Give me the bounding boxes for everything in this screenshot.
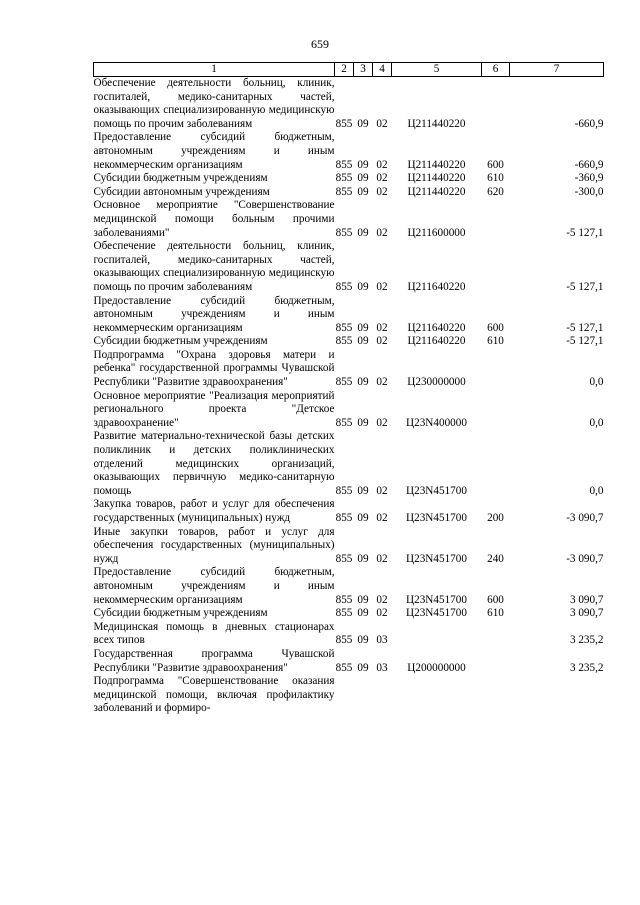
row-sum: 3 090,7	[569, 607, 604, 620]
row-name: Основное мероприятие "Реализация мероприятий регионального проекта "Детское здравоохранение"	[93, 389, 335, 429]
row-gr: 855	[335, 416, 353, 429]
row-vr	[482, 240, 510, 294]
page-number: 659	[311, 37, 329, 51]
table-row	[94, 295, 604, 336]
row-gr: 855	[335, 172, 353, 185]
row-rz: 09	[357, 172, 369, 185]
row-gr: 855	[335, 280, 353, 293]
row-name: Обеспечение деятельности больниц, клиник, госпиталей, медико-санитарных частей, оказывающих специализированную медицинскую помощь по прочим заболеваниям	[93, 240, 335, 293]
row-sum: -5 127,1	[566, 280, 604, 293]
row-rz: 09	[357, 416, 369, 429]
row-vr: 620	[487, 185, 504, 198]
row-rz: 09	[357, 158, 369, 171]
table-row	[94, 199, 604, 240]
row-pr: 02	[376, 185, 388, 198]
row-sum: -660,9	[574, 117, 604, 130]
row-rz: 09	[357, 607, 369, 620]
row-rz: 09	[357, 226, 369, 239]
table-row	[94, 349, 604, 390]
row-sum: -3 090,7	[566, 552, 604, 565]
row-sum: 0,0	[589, 484, 604, 497]
row-gr: 855	[335, 634, 353, 647]
row-gr: 855	[335, 484, 353, 497]
row-name: Подпрограмма "Совершенствование оказания медицинской помощи, включая профилактику заболеваний и формиро-	[93, 675, 335, 715]
row-sum: 3 235,2	[569, 661, 604, 674]
row-name: Субсидии бюджетным учреждениям	[93, 607, 268, 620]
row-csr: Ц23N451700	[406, 484, 467, 497]
row-sum: 0,0	[589, 416, 604, 429]
row-rz: 09	[357, 376, 369, 389]
row-rz: 09	[357, 280, 369, 293]
row-gr: 855	[335, 552, 353, 565]
row-name: Предоставление субсидий бюджетным, автономным учреждениям и иным некоммерческим организациям	[93, 294, 335, 334]
row-pr: 02	[376, 172, 388, 185]
row-csr: Ц23N451700	[406, 512, 467, 524]
row-pr: 02	[376, 552, 388, 565]
row-vr	[482, 675, 510, 716]
row-csr: Ц211640220	[407, 335, 466, 348]
row-vr: 200	[487, 512, 504, 524]
row-pr: 02	[376, 376, 388, 389]
table-row	[94, 186, 604, 200]
row-name: Иные закупки товаров, работ и услуг для обеспечения государственных (муниципальных) нужд	[93, 525, 335, 565]
row-gr: 855	[335, 117, 353, 130]
row-gr: 855	[335, 185, 353, 198]
row-csr: Ц23N451700	[406, 593, 467, 606]
row-rz: 09	[357, 661, 369, 674]
header-vr: 6	[482, 63, 510, 77]
row-gr: 855	[335, 226, 353, 239]
row-vr	[482, 648, 510, 675]
row-vr: 600	[487, 321, 504, 334]
row-vr: 610	[487, 607, 504, 620]
table-row	[94, 335, 604, 349]
row-sum: 3 235,2	[569, 634, 604, 647]
row-rz: 09	[357, 552, 369, 565]
row-csr: Ц211640220	[407, 280, 466, 293]
table-row	[94, 675, 604, 716]
row-sum: -300,0	[574, 185, 604, 198]
row-csr	[392, 621, 482, 648]
row-vr	[482, 77, 510, 132]
row-rz: 09	[357, 634, 369, 647]
row-name: Основное мероприятие "Совершенствование медицинской помощи больным прочими заболеваниями"	[93, 199, 335, 239]
row-sum: 3 090,7	[569, 593, 604, 606]
row-gr: 855	[335, 607, 353, 620]
row-sum: -5 127,1	[566, 321, 604, 334]
row-gr: 855	[335, 512, 353, 524]
row-csr: Ц211640220	[407, 321, 466, 334]
row-name: Развитие материально-технической базы детских поликлиник и детских поликлинических отделений медицинских организаций, оказывающих первичную медико-санитарную помощь	[93, 430, 335, 497]
row-pr: 02	[376, 280, 388, 293]
row-vr: 610	[487, 335, 504, 348]
row-csr: Ц23N451700	[406, 552, 467, 565]
row-name: Субсидии бюджетным учреждениям	[93, 172, 268, 185]
row-vr: 240	[487, 552, 504, 565]
row-csr: Ц230000000	[407, 376, 466, 389]
row-vr: 600	[487, 158, 504, 171]
header-rz: 3	[354, 63, 373, 77]
header-name: 1	[94, 63, 335, 77]
row-pr: 03	[376, 634, 388, 647]
row-name: Субсидии автономным учреждениям	[93, 185, 270, 198]
row-vr: 610	[487, 172, 504, 185]
row-pr: 02	[376, 416, 388, 429]
row-gr: 855	[335, 661, 353, 674]
table-row	[94, 77, 604, 132]
header-sum: 7	[510, 63, 604, 77]
row-sum: -660,9	[574, 158, 604, 171]
row-csr	[392, 675, 482, 716]
row-gr	[335, 675, 354, 716]
row-rz: 09	[357, 512, 369, 524]
table-row	[94, 526, 604, 567]
row-pr: 02	[376, 593, 388, 606]
row-csr: Ц211440220	[407, 185, 466, 198]
row-name: Медицинская помощь в дневных стационарах всех типов	[93, 620, 335, 647]
table-row	[94, 498, 604, 525]
row-name: Государственная программа Чувашской Республики "Развитие здравоохранения"	[93, 647, 335, 674]
table-row	[94, 607, 604, 621]
table-row	[94, 621, 604, 648]
header-gr: 2	[335, 63, 354, 77]
row-gr: 855	[335, 335, 353, 348]
row-csr: Ц211440220	[407, 117, 466, 130]
header-row	[94, 63, 604, 77]
row-name: Обеспечение деятельности больниц, клиник, госпиталей, медико-санитарных частей, оказывающих специализированную медицинскую помощь по прочим заболеваниям	[93, 77, 335, 130]
row-pr: 02	[376, 226, 388, 239]
row-sum: -5 127,1	[566, 335, 604, 348]
row-name: Субсидии бюджетным учреждениям	[93, 335, 268, 348]
row-pr: 02	[376, 158, 388, 171]
row-rz	[354, 675, 373, 716]
row-sum: -5 127,1	[566, 226, 604, 239]
row-vr	[482, 349, 510, 390]
row-rz: 09	[357, 185, 369, 198]
table-row	[94, 390, 604, 431]
row-rz: 09	[357, 484, 369, 497]
row-vr	[482, 621, 510, 648]
table-row	[94, 172, 604, 186]
row-gr: 855	[335, 158, 353, 171]
row-sum	[510, 675, 604, 716]
table-row	[94, 648, 604, 675]
row-rz: 09	[357, 117, 369, 130]
row-vr	[482, 199, 510, 240]
row-pr: 03	[376, 661, 388, 674]
row-name: Предоставление субсидий бюджетным, автономным учреждениям и иным некоммерческим организациям	[93, 566, 335, 606]
row-csr: Ц211440220	[407, 172, 466, 185]
row-rz: 09	[357, 335, 369, 348]
table-row	[94, 430, 604, 498]
table-row	[94, 240, 604, 294]
row-sum: 0,0	[589, 376, 604, 389]
row-vr	[482, 430, 510, 498]
row-pr: 02	[376, 117, 388, 130]
row-csr: Ц200000000	[407, 661, 466, 674]
row-name: Закупка товаров, работ и услуг для обеспечения государственных (муниципальных) нужд	[93, 498, 335, 524]
row-csr: Ц23N451700	[406, 607, 467, 620]
row-pr: 02	[376, 512, 388, 524]
row-csr: Ц23N400000	[406, 416, 467, 429]
budget-table	[93, 62, 604, 716]
header-pr: 4	[373, 63, 392, 77]
row-rz: 09	[357, 593, 369, 606]
header-csr: 5	[392, 63, 482, 77]
row-pr: 02	[376, 484, 388, 497]
row-gr: 855	[335, 376, 353, 389]
row-rz: 09	[357, 321, 369, 334]
row-sum: -3 090,7	[566, 512, 604, 524]
row-pr: 02	[376, 335, 388, 348]
row-gr: 855	[335, 593, 353, 606]
row-vr: 600	[487, 593, 504, 606]
row-pr: 02	[376, 607, 388, 620]
table-row	[94, 131, 604, 172]
table-row	[94, 566, 604, 607]
row-pr	[373, 675, 392, 716]
row-csr: Ц211440220	[407, 158, 466, 171]
row-name: Подпрограмма "Охрана здоровья матери и ребенка" государственной программы Чувашской Республики "Развитие здравоохранения"	[93, 348, 335, 389]
row-vr	[482, 390, 510, 431]
row-gr: 855	[335, 321, 353, 334]
row-name: Предоставление субсидий бюджетным, автономным учреждениям и иным некоммерческим организациям	[93, 131, 335, 171]
row-pr: 02	[376, 321, 388, 334]
row-sum: -360,9	[574, 172, 604, 185]
row-csr: Ц211600000	[407, 226, 466, 239]
